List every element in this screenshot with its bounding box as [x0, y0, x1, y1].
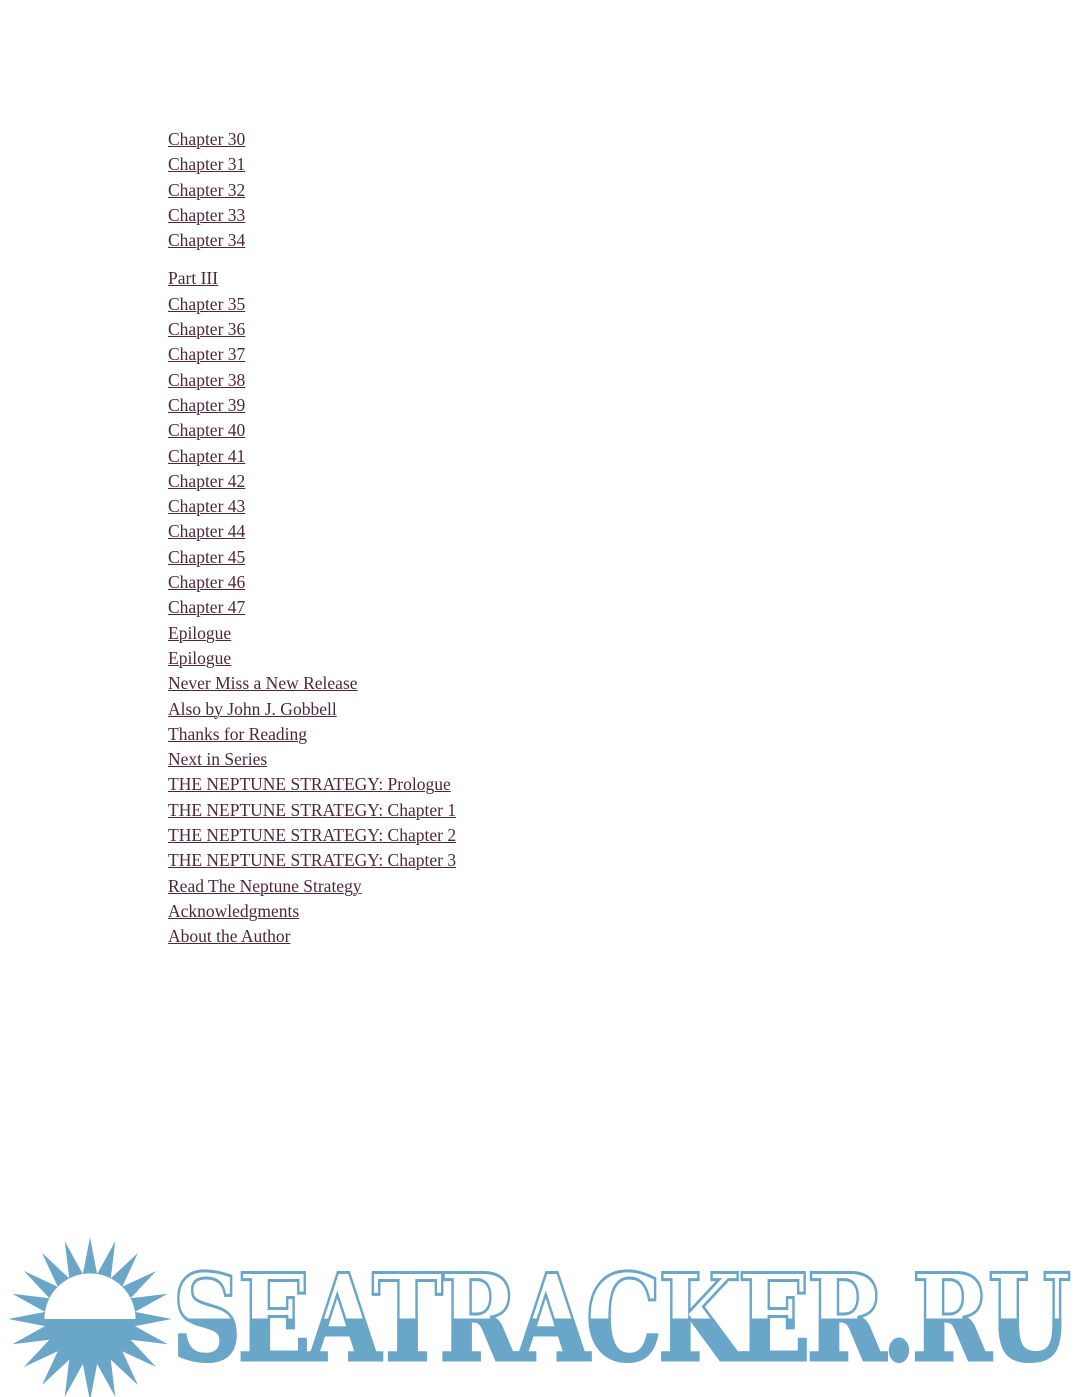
toc-row	[168, 874, 456, 899]
toc-link-chapter-40[interactable]: Chapter 40	[168, 420, 246, 441]
toc-row	[168, 697, 456, 722]
toc-row	[168, 646, 456, 671]
toc-link-epilogue-1[interactable]: Epilogue	[168, 622, 232, 643]
toc-link-neptune-chapter-2[interactable]: THE NEPTUNE STRATEGY: Chapter 2	[168, 825, 457, 846]
toc-link-neptune-prologue[interactable]: THE NEPTUNE STRATEGY: Prologue	[168, 774, 451, 795]
sun-icon	[4, 1233, 176, 1397]
toc-row	[168, 798, 456, 823]
toc-link-chapter-35[interactable]: Chapter 35	[168, 293, 246, 314]
toc-link-chapter-39[interactable]: Chapter 39	[168, 394, 246, 415]
toc-link-epilogue-2[interactable]: Epilogue	[168, 647, 232, 668]
table-of-contents	[168, 127, 456, 950]
toc-row	[168, 178, 456, 203]
toc-row	[168, 292, 456, 317]
toc-link-chapter-41[interactable]: Chapter 41	[168, 445, 246, 466]
toc-link-chapter-38[interactable]: Chapter 38	[168, 369, 246, 390]
toc-link-chapter-37[interactable]: Chapter 37	[168, 344, 246, 365]
toc-row	[168, 570, 456, 595]
toc-link-part-3[interactable]: Part III	[168, 268, 219, 289]
toc-link-chapter-46[interactable]: Chapter 46	[168, 572, 246, 593]
toc-row	[168, 203, 456, 228]
toc-row	[168, 152, 456, 177]
toc-link-next-in-series[interactable]: Next in Series	[168, 749, 268, 770]
toc-link-also-by-author[interactable]: Also by John J. Gobbell	[168, 698, 337, 719]
toc-row	[168, 621, 456, 646]
toc-row	[168, 494, 456, 519]
toc-link-chapter-47[interactable]: Chapter 47	[168, 597, 246, 618]
toc-link-chapter-45[interactable]: Chapter 45	[168, 546, 246, 567]
toc-row	[168, 772, 456, 797]
toc-link-acknowledgments[interactable]: Acknowledgments	[168, 900, 300, 921]
seatracker-watermark	[4, 1233, 1080, 1397]
toc-link-never-miss-release[interactable]: Never Miss a New Release	[168, 673, 358, 694]
toc-row	[168, 924, 456, 949]
toc-row	[168, 469, 456, 494]
toc-row	[168, 342, 456, 367]
toc-link-chapter-36[interactable]: Chapter 36	[168, 319, 246, 340]
toc-link-thanks-for-reading[interactable]: Thanks for Reading	[168, 723, 307, 744]
toc-part-heading	[168, 266, 456, 291]
toc-link-read-neptune-strategy[interactable]: Read The Neptune Strategy	[168, 875, 362, 896]
toc-chapter-list-part2	[168, 127, 456, 253]
toc-row	[168, 848, 456, 873]
toc-link-chapter-30[interactable]: Chapter 30	[168, 129, 246, 149]
watermark-text: SEATRACKER.RU	[172, 1248, 1068, 1389]
toc-link-chapter-34[interactable]: Chapter 34	[168, 230, 246, 251]
toc-row	[168, 393, 456, 418]
toc-link-neptune-chapter-1[interactable]: THE NEPTUNE STRATEGY: Chapter 1	[168, 799, 457, 820]
toc-row	[168, 747, 456, 772]
toc-row	[168, 545, 456, 570]
toc-row	[168, 722, 456, 747]
toc-back-matter-list	[168, 671, 456, 949]
toc-chapter-list-part3	[168, 292, 456, 671]
toc-row	[168, 444, 456, 469]
toc-link-chapter-32[interactable]: Chapter 32	[168, 179, 246, 200]
toc-link-chapter-43[interactable]: Chapter 43	[168, 496, 246, 517]
toc-link-about-the-author[interactable]: About the Author	[168, 926, 291, 947]
toc-row	[168, 671, 456, 696]
toc-row	[168, 127, 456, 152]
toc-row	[168, 899, 456, 924]
toc-row	[168, 595, 456, 620]
toc-row	[168, 418, 456, 443]
toc-row	[168, 228, 456, 253]
toc-row	[168, 823, 456, 848]
toc-link-chapter-31[interactable]: Chapter 31	[168, 154, 246, 175]
toc-row	[168, 519, 456, 544]
toc-link-chapter-33[interactable]: Chapter 33	[168, 204, 246, 225]
toc-link-neptune-chapter-3[interactable]: THE NEPTUNE STRATEGY: Chapter 3	[168, 850, 457, 871]
toc-row	[168, 368, 456, 393]
toc-row	[168, 317, 456, 342]
toc-link-chapter-44[interactable]: Chapter 44	[168, 521, 246, 542]
toc-link-chapter-42[interactable]: Chapter 42	[168, 470, 246, 491]
